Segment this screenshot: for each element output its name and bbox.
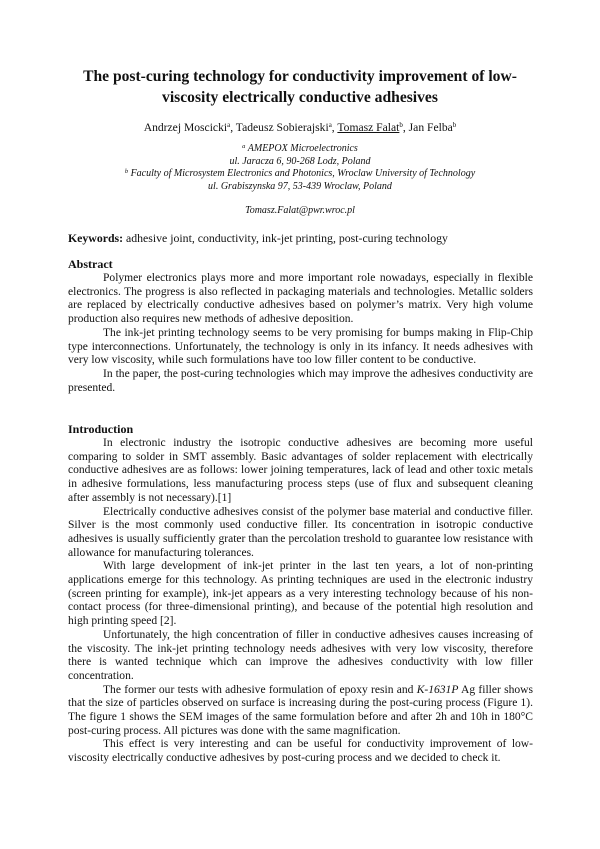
keywords-line — [68, 231, 538, 245]
abstract-paragraph: The ink-jet printing technology seems to be very promising for bumps making in Flip-Chip type interconnections. Unfortunately, the technology is only in its infancy. It needs adhesives with very low viscosity, while such formulations have too low filler content to be conductive. — [68, 326, 533, 367]
abstract-paragraph: In the paper, the post-curing technologies which may improve the adhesives conductivity are presented. — [68, 367, 533, 394]
abstract-heading: Abstract — [68, 257, 113, 271]
title-line-2: viscosity electrically conductive adhesives — [162, 89, 438, 106]
introduction-paragraph: With large development of ink-jet printer in the last ten years, a lot of non-printing applications emerge for this technology. As printing techniques are used in the electronic industry (screen printing for example), ink-jet appears as a very interesting technology because of his non-contact process (for three-dimensional printing), and because of the potential high resolution and high printing speed [2]. — [68, 560, 533, 628]
corresponding-author-name: Tomasz Falat — [337, 121, 400, 134]
introduction-paragraph: Unfortunately, the high concentration of filler in conductive adhesives causes increasing of the viscosity. The ink-jet printing technology needs adhesives with very low viscosity, therefore there is wanted technique which can improve the adhesives conductivity with low filler concentration. — [68, 628, 533, 682]
author-name: Jan Felba — [408, 121, 453, 134]
abstract-paragraph: Polymer electronics plays more and more important role nowadays, especially in flexible electronics. The progress is also reflected in packaging materials and technologies. Metallic solders are replaced by electrically conductive adhesives based on polymer’s matrix. Very high volume production also requires new methods of adhesive deposition. — [68, 272, 533, 326]
affiliation-a-line-1: $^a$ AMEPOX Microelectronics — [242, 143, 358, 154]
author-name: Andrzej Moscicki — [143, 121, 228, 134]
contact-email: Tomasz.Falat@pwr.wroc.pl — [245, 205, 355, 216]
author-affiliation-mark: b — [452, 121, 457, 129]
author-name: Tadeusz Sobierajski — [235, 121, 329, 134]
affiliation-b-line-1: $^b$ Faculty of Microsystem Electronics and Photonics, Wroclaw University of Technology — [124, 168, 476, 179]
introduction-section — [68, 422, 533, 766]
keywords-label: Keywords: — [68, 231, 124, 245]
paper-title — [60, 66, 540, 108]
abstract-section — [68, 257, 533, 395]
title-line-1: The post-curing technology for conductivity improvement of low- — [83, 68, 517, 85]
introduction-paragraph: This effect is very interesting and can be useful for conductivity improvement of low-viscosity electrically conductive adhesives by post-curing process and we decided to check it. — [68, 738, 533, 765]
author-affiliation-mark: a — [328, 121, 332, 129]
keywords-text: adhesive joint, conductivity, ink-jet printing, post-curing technology — [123, 231, 448, 245]
product-code: K-1631P — [416, 683, 459, 696]
affiliation-b-line-2: ul. Grabiszynska 97, 53-439 Wroclaw, Poland — [208, 180, 392, 192]
introduction-paragraph: In electronic industry the isotropic conductive adhesives are becoming more useful comparing to solder in SMT assembly. Basic advantages of solder replacement with electrically conductive adhesives are as follows: lower joining temperatures, lack of lead and other toxic metals in adhesive formulations, less manufacturing process steps (use of flux and subsequent cleaning after assembly is not necessary).[1] — [68, 437, 533, 504]
affiliation-mark: b — [124, 168, 129, 175]
affiliation-mark: a — [242, 143, 246, 150]
affiliation-a-line-2: ul. Jaracza 6, 90-268 Lodz, Poland — [229, 155, 371, 167]
introduction-heading: Introduction — [68, 422, 134, 436]
author-affiliation-mark: b — [399, 121, 403, 129]
author-list: Andrzej Moscicki$^a$, Tadeusz Sobierajski$^a$, Tomasz Falat$^b$, Jan Felba$^b$ — [143, 121, 457, 134]
introduction-paragraph: Electrically conductive adhesives consist of the polymer base material and conductive filler. Silver is the most commonly used conductive filler. Its concentration in isotropic conductive adhesives is usually sufficiently grater than the percolation treshold to guarantee low resistance with allowance for manufacturing tolerances. — [68, 505, 533, 559]
introduction-paragraph: The former our tests with adhesive formulation of epoxy resin and K-1631P Ag filler shows that the size of particles observed on surface is increasing during the post-curing process (Figure 1). The figure 1 shows the SEM images of the same formulation before and after 2h and 10h in 180°C post-curing process. All pictures was done with the same magnification. — [68, 683, 533, 737]
author-affiliation-mark: a — [227, 121, 231, 129]
